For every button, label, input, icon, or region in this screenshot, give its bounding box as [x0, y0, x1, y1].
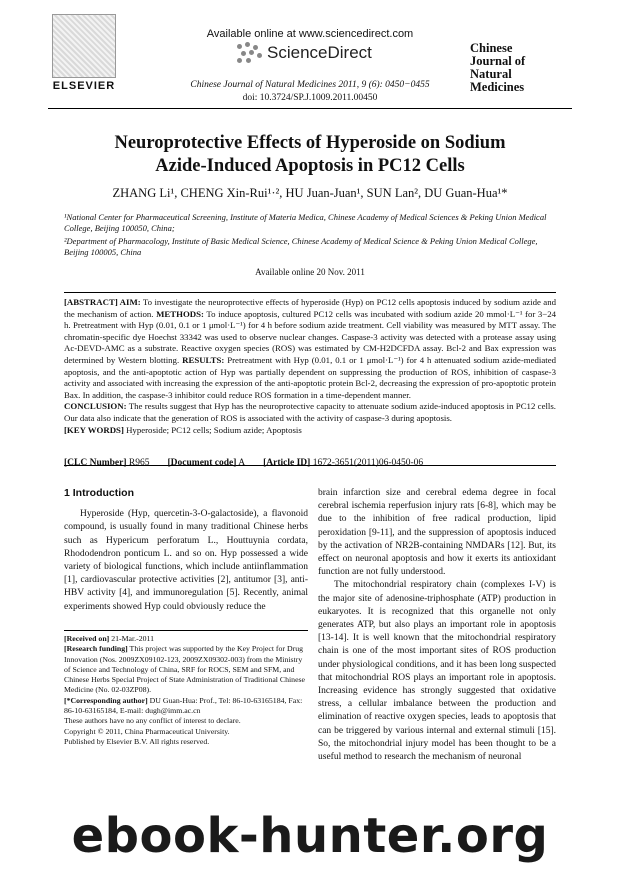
received-label: [Received on]: [64, 634, 110, 643]
elsevier-tree-icon: [52, 14, 116, 78]
abstract-aim: To investigate the neuroprotective effects of hyperoside (Hyp) on PC12 cells apoptosis induced by sodium azide and the mechanism of action.: [64, 297, 556, 319]
funding-label: [Research funding]: [64, 644, 128, 654]
keywords-label: [KEY WORDS]: [64, 424, 124, 435]
abstract-results: Pretreatment with Hyp (0.01, 0.1 or 1 μmol·L⁻¹) for 4 h attenuated sodium azide-mediated apoptosis, and the anti-apoptotic action of Hyp was partially dependent on suppressing the production of ROS, inhibition of caspase-3 activity and associated with increasing the expression of the anti-apoptotic protein Bcl-2, decreasing the expression of pro-apoptotic protein Bax. In addition, the caspase-3 inhibitor could reduce ROS formation in a time-dependent manner.: [64, 354, 556, 400]
header-divider: [48, 108, 572, 109]
watermark: ebook-hunter.org: [71, 808, 549, 864]
corresponding-value: DU Guan-Hua: Prof., Tel: 86-10-63165184, Fax: 86-10-63165184, E-mail: dugh@imm.ac.cn: [64, 695, 303, 716]
methods-label: METHODS:: [156, 308, 204, 319]
doc-value: A: [236, 458, 246, 468]
available-online-banner: Available online at www.sciencedirect.com: [206, 28, 414, 40]
article-title: [48, 132, 572, 178]
section-heading: 1 Introduction: [64, 487, 134, 499]
journal-name-line: Chinese: [470, 41, 513, 55]
affiliation-1: ¹National Center for Pharmaceutical Screening, Institute of Materia Medica, Chinese Academy of Medical Sciences & Peking Union Medical College, Beijing 100050, China;: [64, 212, 547, 233]
body-paragraph: The mitochondrial respiratory chain (complexes I-V) is the major site of adenosine-triphosphate (ATP) production in eukaryotes. It is recognized that this organelle not only generates ATP, but also plays an important role in apoptosis [13-14]. It is well known that the mitochondrial respiratory chain is one of the most important sites of ROS production under physiological conditions, and it has been long suspected that mitochondrial ROS plays an important role in apoptosis. Increasing evidence has strongly suggested that oxidative stress, a cellular imbalance between the production and elimination of reactive oxygen species, leads to apoptosis that can be triggered by various internal and external stimuli [15]. So, the mitochondrial injury model has been thought to be a useful method to research the mechanism of neuronal: [318, 580, 556, 763]
doi: doi: 10.3724/SP.J.1009.2011.00450: [242, 93, 378, 103]
corresponding-label: [*Corresponding author]: [64, 695, 148, 705]
body-paragraph: brain infarction size and cerebral edema degree in focal cerebral ischemia reperfusion injury rats [6-8], which may be due to the inhibition of free radical production, lipid peroxidation [9-11], and the suppression of apoptosis induced by the activation of NR2B-containing NMDARs [12]. But, its effect on neuronal apoptosis and how it exerts its antioxidant function are not fully understood.: [318, 488, 556, 578]
sciencedirect-dots-icon: [235, 42, 263, 64]
right-column: [318, 487, 556, 764]
journal-reference: Chinese Journal of Natural Medicines 2011, 9 (6): 0450−0455: [190, 80, 430, 90]
abstract-methods: To induce apoptosis, cultured PC12 cells was incubated with sodium azide 20 mmol·L⁻¹ for 3−24 h. Pretreatment with Hyp (0.01, 0.1 or 1 μmol·L⁻¹) for 4 h before sodium azide treatment. Cell viability was measured by MTT assay. The chromatin-specific dye Hoechst 33342 was used to observe nuclear changes. Caspase-3 activity was detected with a protease assay using Ac-DEVD-AMC as a substrate. Reactive oxygen species (ROS) was estimated by CM-H2DCFDA assay. Bcl-2 and Bax expression was determined by Western blotting.: [64, 308, 556, 365]
article-id-value: 1672-3651(2011)06-0450-06: [310, 458, 424, 468]
clc-label: [CLC Number]: [64, 458, 127, 468]
journal-name-block: [470, 42, 525, 94]
conflict-note: These authors have no any conflict of interest to declare.: [64, 716, 241, 726]
intro-paragraph: Hyperoside (Hyp, quercetin-3-O-galactoside), a flavonoid compound, is usually found in many traditional Chinese herbs such as Hypericum perforatum L., Houttuynia cordata, Rhododendron ponticum L. and so on. Hyp possessed a wide variety of biological functions, which include antiinflammation [1], cardiovascular protective activities [2], antitumor [3], anti-HBV activity [4], and immunoregulation [5]. Recently, animal experiments showed Hyp could obviously reduce the: [64, 509, 308, 612]
available-online-date: Available online 20 Nov. 2011: [255, 267, 365, 277]
results-label: RESULTS:: [182, 354, 225, 365]
title-line: Azide-Induced Apoptosis in PC12 Cells: [155, 156, 465, 176]
journal-name-line: Medicines: [470, 80, 525, 94]
received-value: 21-Mar.-2011: [109, 634, 155, 643]
conclusion-label: CONCLUSION:: [64, 401, 127, 412]
affiliation-2: ²Department of Pharmacology, Institute of Basic Medical Science, Chinese Academy of Medical Science & Peking Union Medical College, Beijing 100005, China: [64, 236, 538, 257]
footnotes: [64, 630, 308, 747]
funding-value: This project was supported by the Key Project for Drug Innovation (Nos. 2009ZX09102-123, 2009ZX09302-003) from the Ministry of Science and Technology of China, SRF for ROCS, SEM and SFM, and Chinese Herbs Special Project of State Administration of Traditional Chinese Medicine (No. 02-03ZP08).: [64, 644, 306, 695]
published-note: Published by Elsevier B.V. All rights reserved.: [64, 736, 210, 746]
doc-label: [Document code]: [167, 458, 237, 468]
title-line: Neuroprotective Effects of Hyperoside on Sodium: [114, 133, 506, 153]
article-identifiers: [64, 458, 423, 468]
authors: ZHANG Li¹, CHENG Xin-Rui¹·², HU Juan-Juan¹, SUN Lan², DU Guan-Hua¹*: [112, 186, 508, 200]
clc-number: [64, 458, 150, 468]
abstract-conclusion: The results suggest that Hyp has the neuroprotective capacity to attenuate sodium azide-induced apoptosis in PC12 cells. Our data also indicate that the generation of ROS is associated with the activity of caspase-3 during apoptosis.: [64, 401, 556, 423]
funding-note: [64, 644, 308, 695]
keywords: Hyperoside; PC12 cells; Sodium azide; Apoptosis: [123, 424, 302, 435]
sciencedirect-logo: [235, 42, 372, 64]
sciencedirect-wordmark: ScienceDirect: [267, 43, 372, 62]
article-id-label: [Article ID]: [263, 458, 311, 468]
document-code: [168, 458, 246, 468]
journal-name-line: Journal of: [470, 54, 526, 68]
article-id: [263, 458, 423, 468]
received-note: [64, 634, 308, 644]
abstract: [64, 292, 556, 466]
publisher-name: ELSEVIER: [52, 80, 116, 92]
abstract-label: [ABSTRACT] AIM:: [64, 297, 141, 307]
journal-name-line: Natural: [470, 67, 512, 81]
clc-value: R965: [126, 458, 150, 468]
copyright-note: Copyright © 2011, China Pharmaceutical University.: [64, 726, 230, 736]
left-column: [64, 487, 308, 614]
corresponding-note: [64, 696, 308, 717]
